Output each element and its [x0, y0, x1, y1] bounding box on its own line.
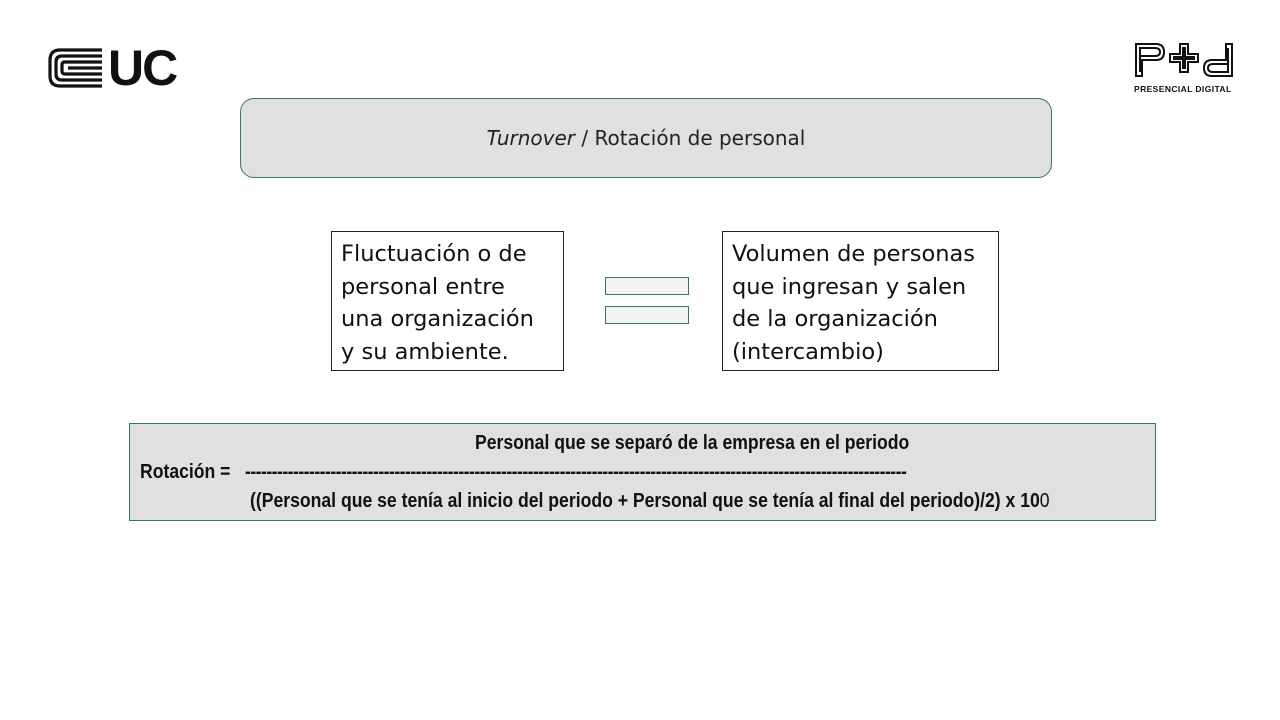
definition-right-box: Volumen de personas que ingresan y salen de la organización (intercambio)	[722, 231, 999, 371]
presencial-digital-logo	[1132, 40, 1236, 98]
equals-bottom-bar	[605, 306, 689, 324]
title-italic-term: Turnover	[486, 126, 576, 150]
formula-numerator: Personal que se separó de la empresa en el periodo	[475, 432, 910, 454]
formula-fraction-line: ----------------------------------------------------------------------------------------------------------------------------	[245, 461, 907, 483]
slide-title-box	[240, 98, 1052, 178]
uc-logo	[46, 40, 188, 96]
uc-stripes-icon	[46, 46, 104, 90]
uc-logo-text: UC	[108, 40, 177, 96]
formula-label: Rotación =	[140, 461, 231, 483]
equals-top-bar	[605, 277, 689, 295]
definition-left-box: Fluctuación o de personal entre una organización y su ambiente.	[331, 231, 564, 371]
p-plus-d-icon	[1132, 40, 1236, 80]
formula-denominator	[250, 490, 1050, 513]
formula-denominator-tail: 0	[1039, 490, 1050, 512]
title-rest: / Rotación de personal	[575, 126, 806, 150]
pd-logo-caption: PRESENCIAL DIGITAL	[1134, 84, 1232, 94]
formula-denominator-main: ((Personal que se tenía al inicio del periodo + Personal que se tenía al final del periodo)/2) x 10	[250, 490, 1040, 512]
rotation-formula-box	[129, 423, 1156, 521]
slide-title	[487, 126, 806, 150]
